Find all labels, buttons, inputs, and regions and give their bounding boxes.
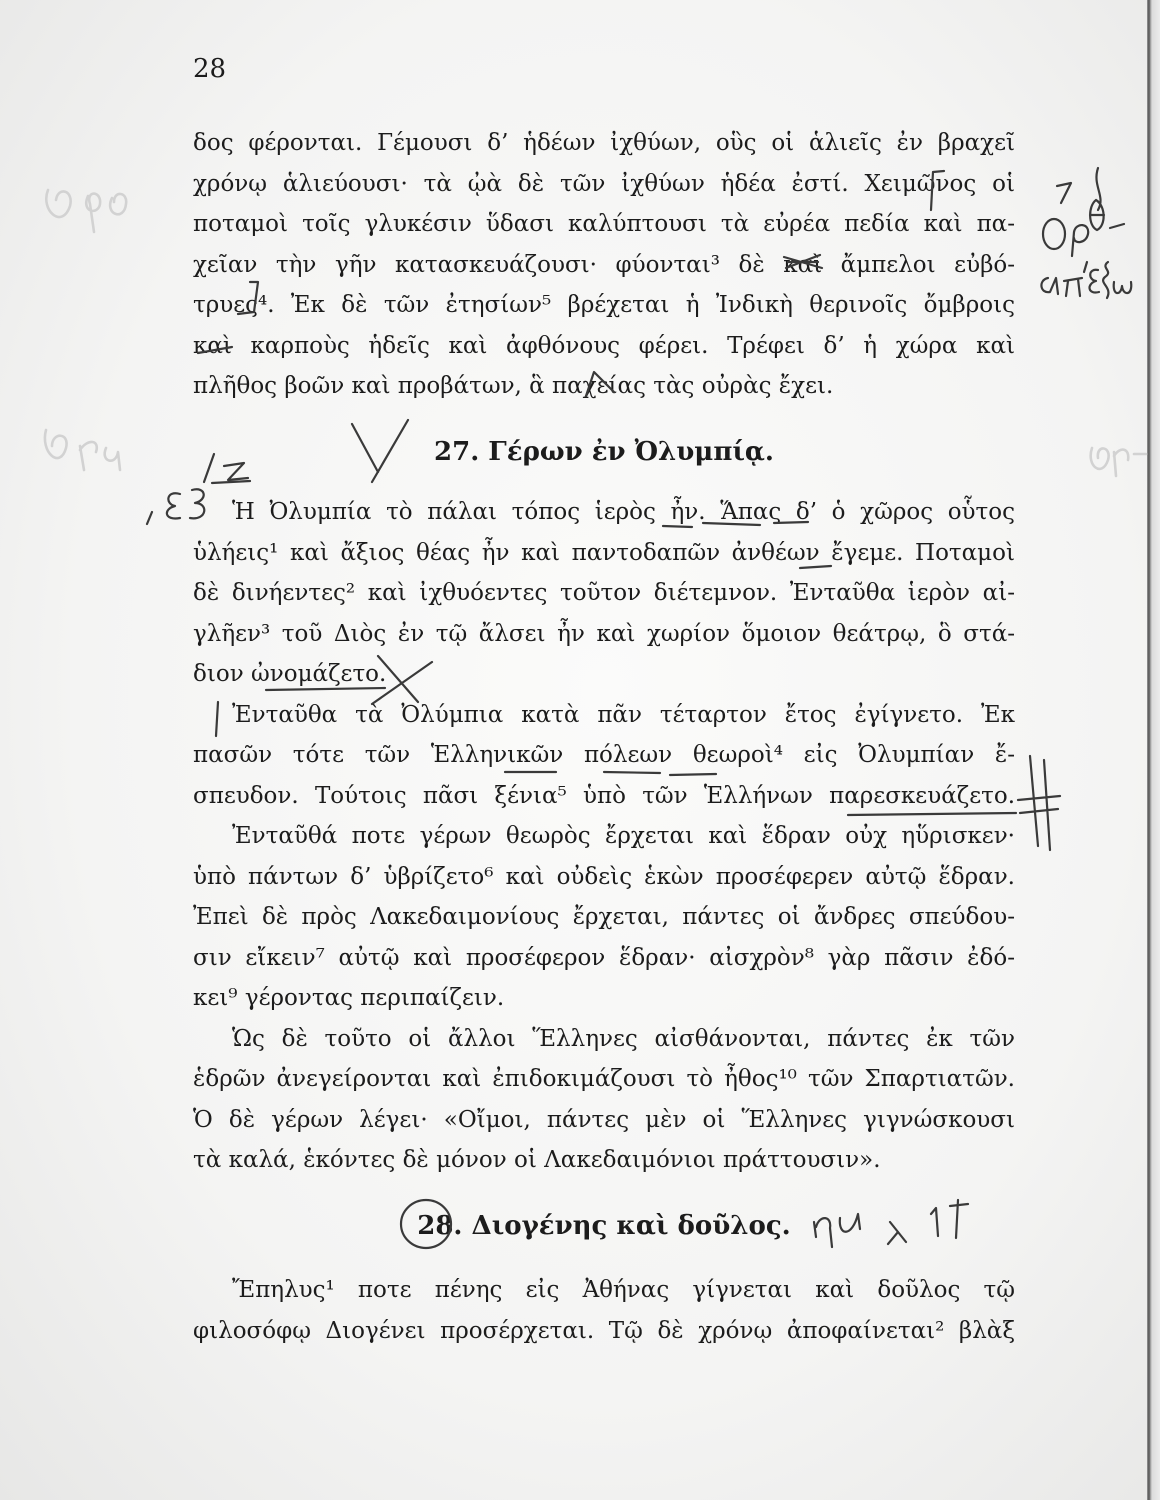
section-28-heading: 28. Διογένης καὶ δοῦλος. xyxy=(417,1211,791,1241)
text-line: γλῆεν³ τοῦ Διὸς ἐν τῷ ἄλσει ἦν καὶ χωρίον ὅμοιον θεάτρῳ, ὃ στά- xyxy=(193,620,1015,647)
margin-numeral-mark xyxy=(1057,183,1071,203)
text-line: ὑπὸ πάντων δ’ ὑβρίζετο⁶ καὶ οὐδεὶς ἑκὼν προσέφερεν αὐτῷ ἕδραν. xyxy=(193,863,1015,890)
text-line: Ἔπηλυς¹ ποτε πένης εἰς Ἀθήνας γίγνεται καὶ δοῦλος τῷ xyxy=(232,1277,1015,1303)
text-line: πασῶν τότε τῶν Ἑλληνικῶν πόλεων θεωροὶ⁴ εἰς Ὀλυμπίαν ἔ- xyxy=(193,742,1015,768)
text-line: χεῖαν τὴν γῆν κατασκευάζουσι· φύονται³ δὲ καὶ ἄμπελοι εὐβό- xyxy=(193,251,1015,278)
text-line: χρόνῳ ἁλιεύουσι· τὰ ᾠὰ δὲ τῶν ἰχθύων ἡδέα ἐστί. Χειμῶνος οἱ xyxy=(193,170,1015,197)
bleed-through-scribble xyxy=(46,190,126,232)
text-line: φιλοσόφῳ Διογένει προσέρχεται. Τῷ δὲ χρόνῳ ἀποφαίνεται² βλὰξ xyxy=(193,1317,1015,1344)
text-line: Ἐνταῦθα τὰ Ὀλύμπια κατὰ πᾶν τέταρτον ἔτος ἐγίγνετο. Ἐκ xyxy=(232,701,1015,728)
margin-note-right-top xyxy=(1041,168,1131,298)
page-edge xyxy=(1147,0,1160,1500)
continued-passage xyxy=(193,123,1015,407)
text-line: Ἡ Ὀλυμπία τὸ πάλαι τόπος ἱερὸς ἦν. Ἅπας δ’ ὁ χῶρος οὗτος xyxy=(232,499,1015,525)
text-line: τὰ καλά, ἑκόντες δὲ μόνον οἱ Λακεδαιμόνιοι πράττουσιν». xyxy=(193,1147,881,1173)
section-28-text xyxy=(193,1270,1015,1351)
text-line: Ἐνταῦθά ποτε γέρων θεωρὸς ἔρχεται καὶ ἕδραν οὐχ ηὕρισκεν· xyxy=(232,823,1015,849)
handwritten-stroke xyxy=(1043,219,1065,249)
text-line: ποταμοὶ τοῖς γλυκέσιν ὕδασι καλύπτουσι τὰ εὐρέα πεδία καὶ πα- xyxy=(193,211,1015,237)
bleed-through-scribble xyxy=(45,430,120,470)
text-line: ἑδρῶν ἀνεγείρονται καὶ ἐπιδοκιμάζουσι τὸ ἦθος¹⁰ τῶν Σπαρτιατῶν. xyxy=(193,1066,1015,1092)
handwritten-stroke xyxy=(1072,225,1088,256)
section-27-text xyxy=(193,492,1015,1181)
handwritten-stroke xyxy=(1090,262,1132,298)
handwritten-stroke xyxy=(1090,168,1124,230)
text-line: σιν εἴκειν⁷ αὐτῷ καὶ προσέφερον ἕδραν· αἰσχρὸν⁸ γὰρ πᾶσιν ἐδό- xyxy=(193,944,1015,971)
text-line: διον ὠνομάζετο. xyxy=(193,661,387,687)
margin-cross-mark xyxy=(1018,756,1060,850)
text-line: τρυες⁴. Ἐκ δὲ τῶν ἐτησίων⁵ βρέχεται ἡ Ἰνδικὴ θερινοῖς ὄμβροις xyxy=(193,292,1015,318)
handwritten-stroke xyxy=(1041,262,1087,296)
page-number: 28 xyxy=(193,54,227,84)
bleed-through-scribble xyxy=(1091,448,1146,476)
text-line: καὶ καρποὺς ἡδεῖς καὶ ἀφθόνους φέρει. Τρέφει δ’ ἡ χώρα καὶ xyxy=(193,332,1015,359)
text-line: πλῆθος βοῶν καὶ προβάτων, ἃ παχείας τὰς οὐρὰς ἔχει. xyxy=(193,373,834,399)
text-line: Ὁ δὲ γέρων λέγει· «Οἴμοι, πάντες μὲν οἱ Ἕλληνες γιγνώσκουσι xyxy=(193,1106,1015,1133)
text-line: κει⁹ γέροντας περιπαίζειν. xyxy=(193,985,505,1011)
section-27-heading: 27. Γέρων ἐν Ὀλυμπίᾳ. xyxy=(434,437,774,467)
text-line: δος φέρονται. Γέμουσι δ’ ἡδέων ἰχθύων, οὓς οἱ ἁλιεῖς ἐν βραχεῖ xyxy=(193,130,1015,156)
text-line: Ὡς δὲ τοῦτο οἱ ἄλλοι Ἕλληνες αἰσθάνονται, πάντες ἐκ τῶν xyxy=(232,1025,1015,1052)
text-line: δὲ δινήεντες² καὶ ἰχθυόεντες τοῦτον διέτεμνον. Ἐνταῦθα ἱερὸν αἰ- xyxy=(193,580,1015,606)
text-line: σπευδον. Τούτοις πᾶσι ξένια⁵ ὑπὸ τῶν Ἑλλήνων παρεσκευάζετο. xyxy=(193,782,1015,809)
text-line: Ἐπεὶ δὲ πρὸς Λακεδαιμονίους ἔρχεται, πάντες οἱ ἄνδρες σπεύδου- xyxy=(193,904,1015,930)
text-line: ὑλήεις¹ καὶ ἄξιος θέας ἦν καὶ παντοδαπῶν ἀνθέων ἔγεμε. Ποταμοὶ xyxy=(193,539,1015,566)
